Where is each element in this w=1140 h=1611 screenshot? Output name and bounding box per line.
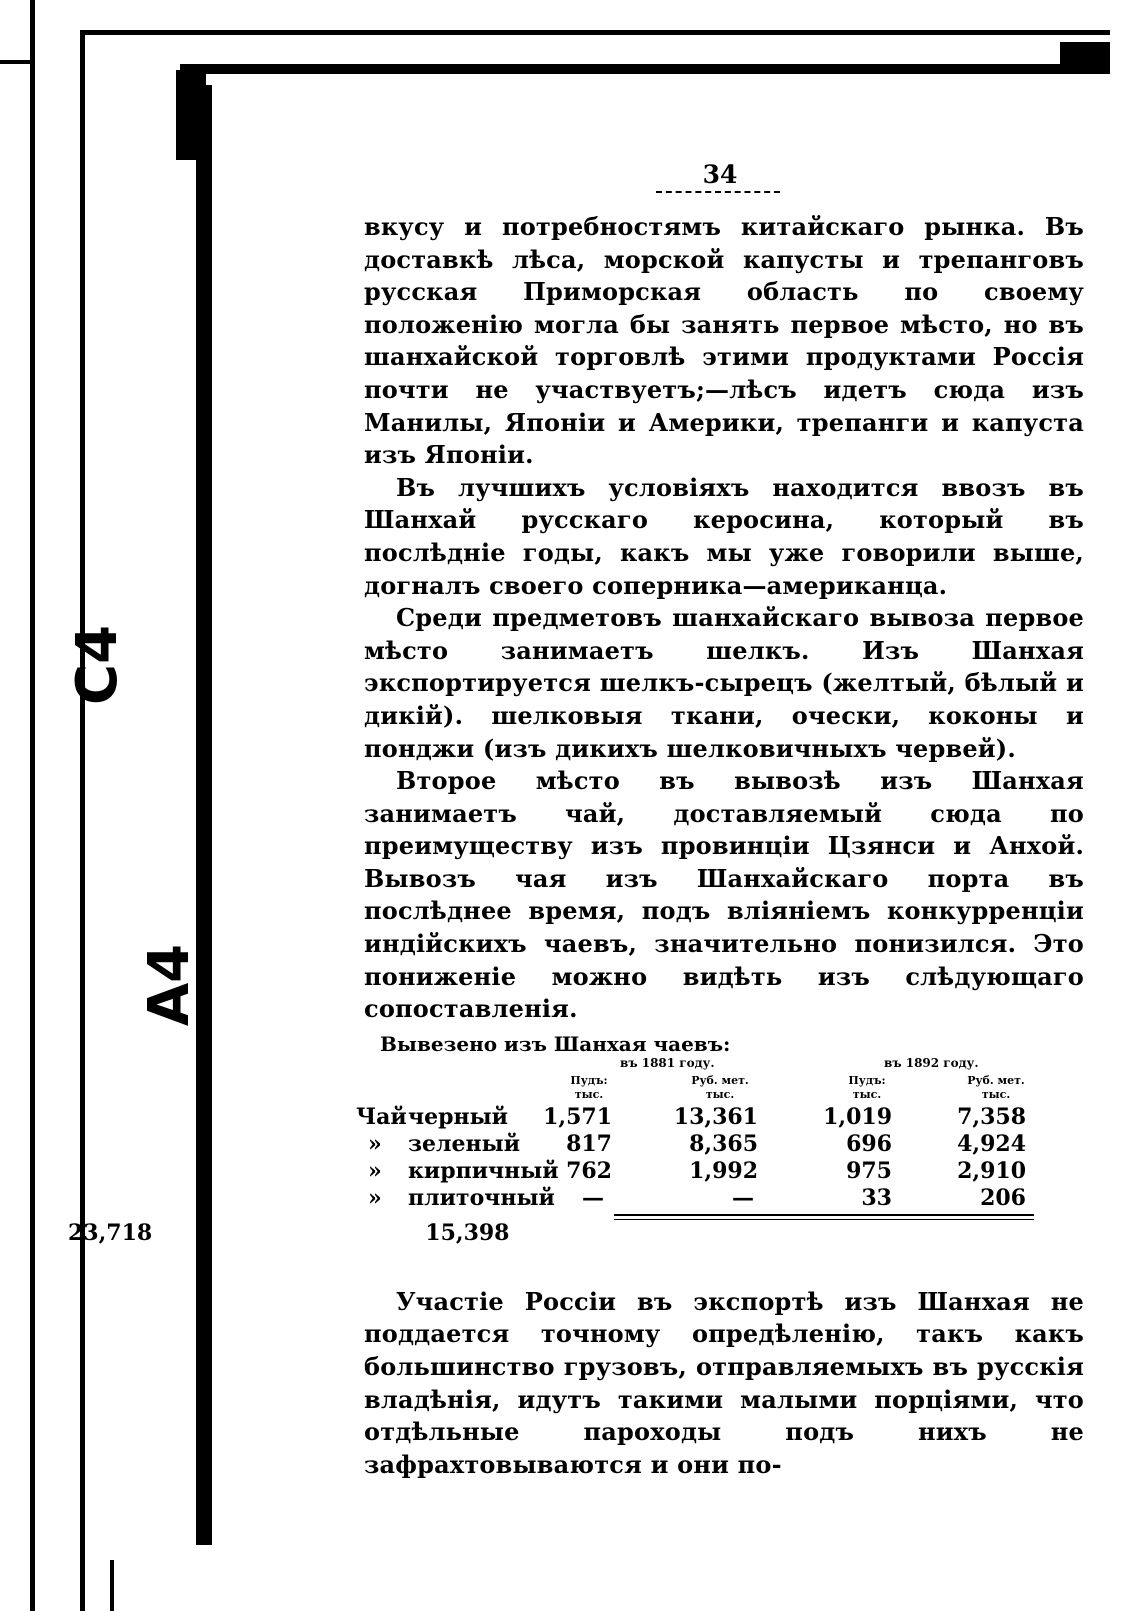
row-name: зеленый <box>408 1130 521 1157</box>
paragraph-2: Въ лучшихъ условіяхъ находится ввозъ въ Шанхай русскаго керосина, который въ послѣдніе годы, какъ мы уже говорили выше, догналъ своего соперника—американца. <box>364 472 1084 600</box>
table-row <box>364 1185 1054 1212</box>
table-row <box>364 1131 1054 1158</box>
table-row <box>356 1103 1054 1131</box>
row-name: кирпичный <box>408 1157 559 1184</box>
row-pud-1881: 762 <box>566 1157 612 1184</box>
page-number-rule <box>656 191 780 193</box>
total-1881: 23,718 <box>68 1219 153 1246</box>
row-pud-1892: 33 <box>861 1184 892 1211</box>
row-rub-1881: — <box>732 1184 754 1211</box>
row-rub-1892: 2,910 <box>957 1157 1026 1184</box>
row-rub-1892: 206 <box>980 1184 1026 1211</box>
unit-weight-1881: Пудъ: тыс. <box>570 1073 608 1101</box>
table-unit-header <box>364 1074 1054 1104</box>
left-edge-line <box>30 0 35 1611</box>
totals-rule-bottom <box>614 1219 1034 1220</box>
margin-label-c4: C4 <box>65 624 130 706</box>
spine-line <box>196 85 212 1545</box>
year-1881: въ 1881 году. <box>620 1055 715 1070</box>
top-frame-line <box>80 30 1110 35</box>
unit-weight-1892: Пудъ: тыс. <box>848 1073 886 1101</box>
top-left-tab <box>0 60 30 64</box>
row-prefix: » <box>368 1184 382 1211</box>
inner-edge-line <box>80 30 85 1611</box>
row-rub-1892: 7,358 <box>957 1103 1026 1130</box>
page-bottom-shadow <box>110 1560 114 1611</box>
table-year-header <box>364 1056 1054 1074</box>
row-prefix: Чай <box>356 1103 407 1130</box>
unit-value-1881: Руб. мет. тыс. <box>691 1073 749 1101</box>
row-name: плиточный <box>408 1184 555 1211</box>
paragraph-1: вкусу и потребностямъ китайскаго рынка. Въ доставкѣ лѣса, морской капусты и трепанговъ русская Приморская область по своему положенію могла бы занять первое мѣсто, но въ шанхайской торговлѣ этими продуктами Россія почти не участвуетъ;—лѣсъ идетъ сюда изъ Манилы, Японіи и Америки, трепанги и капуста изъ Японіи. <box>364 212 1084 470</box>
table-title: Вывезено изъ Шанхая чаевъ: <box>380 1031 731 1056</box>
page-top-edge <box>180 64 1110 74</box>
margin-label-a4: A4 <box>137 943 202 1027</box>
row-pud-1881: 817 <box>566 1130 612 1157</box>
total-1892: 15,398 <box>425 1219 510 1246</box>
table-totals <box>68 1212 1054 1246</box>
row-pud-1892: 1,019 <box>823 1103 892 1130</box>
row-rub-1881: 8,365 <box>689 1130 758 1157</box>
row-rub-1881: 13,361 <box>673 1103 758 1130</box>
row-rub-1892: 4,924 <box>957 1130 1026 1157</box>
unit-value-1892: Руб. мет. тыс. <box>967 1073 1025 1101</box>
page-corner-shadow <box>176 70 206 160</box>
tea-export-table <box>68 1055 1054 1246</box>
row-pud-1881: — <box>582 1184 604 1211</box>
row-prefix: » <box>368 1157 382 1184</box>
row-rub-1881: 1,992 <box>689 1157 758 1184</box>
table-row <box>364 1158 1054 1185</box>
row-pud-1881: 1,571 <box>543 1103 612 1130</box>
page-number: 34 <box>702 160 738 189</box>
row-pud-1892: 696 <box>846 1130 892 1157</box>
row-prefix: » <box>368 1130 382 1157</box>
row-pud-1892: 975 <box>846 1157 892 1184</box>
year-1892: въ 1892 году. <box>884 1055 979 1070</box>
top-right-mark <box>1060 42 1110 64</box>
row-name: черный <box>408 1103 508 1130</box>
totals-rule-top <box>614 1214 1034 1216</box>
paragraph-4: Второе мѣсто въ вывозѣ изъ Шанхая занимаетъ чай, доставляемый сюда по преимуществу изъ провинціи Цзянси и Анхой. Вывозъ чая изъ Шанхайскаго порта въ послѣднее время, подъ вліяніемъ конкурренціи индійскихъ чаевъ, значительно понизился. Это пониженіе можно видѣть изъ слѣдующаго сопоставленія. <box>364 766 1084 1024</box>
paragraph-5: Участіе Россіи въ экспортѣ изъ Шанхая не поддается точному опредѣленію, такъ какъ большинство грузовъ, отправляемыхъ въ русскія владѣнія, идутъ такими малыми порціями, что отдѣльные пароходы подъ нихъ не зафрахтовываются и они по- <box>364 1286 1084 1479</box>
paragraph-3: Среди предметовъ шанхайскаго вывоза первое мѣсто занимаетъ шелкъ. Изъ Шанхая экспортируется шелкъ-сырецъ (желтый, бѣлый и дикій). шелковыя ткани, очески, коконы и понджи (изъ дикихъ шелковичныхъ червей). <box>364 603 1084 763</box>
